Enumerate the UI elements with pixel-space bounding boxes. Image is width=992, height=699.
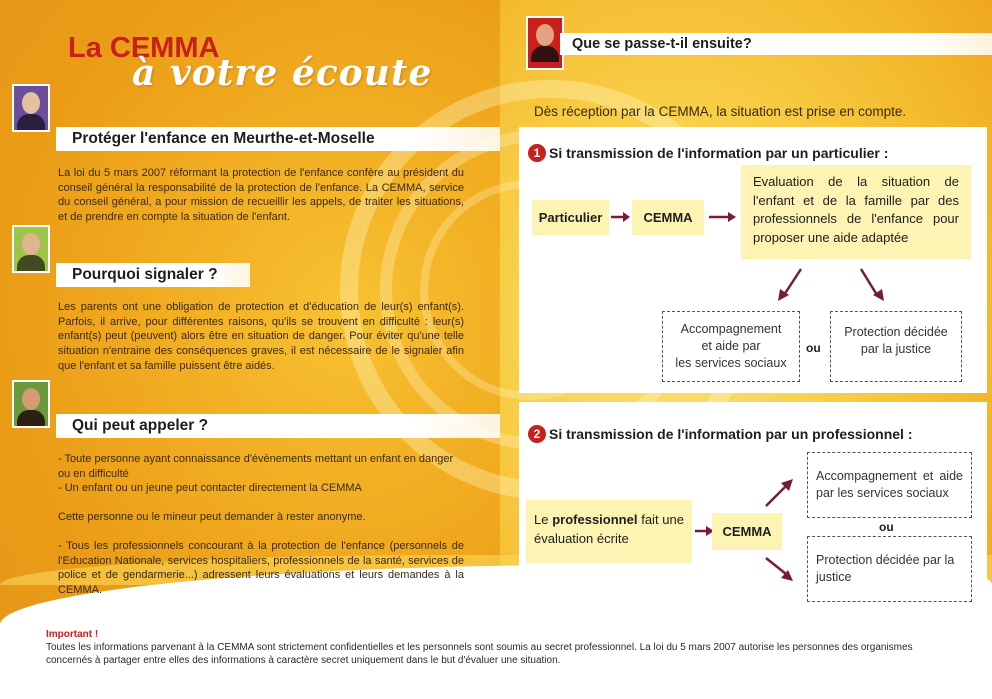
box-cemma: CEMMA bbox=[632, 200, 704, 235]
box-cemma-2: CEMMA bbox=[712, 513, 782, 550]
step-number-badge: 2 bbox=[528, 425, 546, 443]
outcome-justice-2: Protection décidée par la justice bbox=[807, 536, 972, 602]
section-heading-qui: Qui peut appeler ? bbox=[56, 414, 500, 438]
step-2-title bbox=[528, 425, 913, 443]
outcome-line: les services sociaux bbox=[675, 356, 787, 370]
title-line-2: à votre écoute bbox=[132, 52, 433, 94]
arrow-down-right-icon bbox=[762, 554, 796, 584]
arrow-down-right-icon bbox=[857, 265, 887, 305]
anonymous-note: Cette personne ou le mineur peut demander à rester anonyme. bbox=[58, 511, 366, 524]
arrow-down-left-icon bbox=[775, 265, 805, 305]
pro-suffix: fait une évaluation écrite bbox=[534, 512, 684, 546]
box-professionnel bbox=[526, 500, 692, 563]
arrow-icon bbox=[707, 207, 737, 227]
portrait-photo-man bbox=[526, 16, 564, 70]
pro-prefix: Le bbox=[534, 512, 553, 527]
outcome-line: par la justice bbox=[860, 342, 932, 356]
step-2-title-text: Si transmission de l'information par un professionnel : bbox=[549, 426, 913, 442]
arrow-icon bbox=[609, 207, 631, 227]
flow-panel-professionnel bbox=[519, 402, 987, 614]
portrait-photo-woman bbox=[12, 380, 50, 428]
step-1-title bbox=[528, 144, 888, 162]
section-heading-proteger: Protéger l'enfance en Meurthe-et-Moselle bbox=[56, 127, 500, 151]
box-evaluation: Evaluation de la situation de l'enfant et de la famille par des professionnels de l'enfance pour proposer une aide adaptée bbox=[741, 165, 971, 259]
step-number-badge: 1 bbox=[528, 144, 546, 162]
outcome-justice bbox=[830, 311, 962, 382]
outcome-line: Accompagnement bbox=[680, 322, 782, 336]
important-label: Important ! bbox=[46, 629, 99, 640]
section-heading-pourquoi: Pourquoi signaler ? bbox=[56, 263, 250, 287]
section-text-proteger: La loi du 5 mars 2007 réformant la protection de l'enfance confère au président du conseil général la responsabilité de la protection de l'enfance. La CEMMA, service du conseil général, a pour mission de recueillir les appels, de traiter les situations, et de prendre en compte la situation de l'enfant. bbox=[58, 167, 464, 224]
outcome-accompagnement bbox=[662, 311, 800, 382]
bullet-toute-personne: - Toute personne ayant connaissance d'évènements mettant un enfant en danger ou en difficulté bbox=[58, 453, 454, 480]
outcome-line: Protection décidée bbox=[844, 325, 948, 339]
arrow-up-right-icon bbox=[762, 476, 796, 510]
portrait-photo-boy bbox=[12, 225, 50, 273]
portrait-photo-girl bbox=[12, 84, 50, 132]
bullet-professionnels: - Tous les professionnels concourant à la protection de l'enfance (personnels de l'Education Nationale, services hospitaliers, professionnels de la santé, services de police et de gendarmerie...) adressent leurs évaluations et leurs demandes à la CEMMA. bbox=[58, 539, 464, 596]
step-1-title-text: Si transmission de l'information par un particulier : bbox=[549, 145, 889, 161]
title-line-1: La CEMMA bbox=[68, 32, 220, 64]
outcome-line: et aide par bbox=[701, 339, 761, 353]
intro-text: Dès réception par la CEMMA, la situation est prise en compte. bbox=[534, 104, 907, 119]
flow-panel-particulier bbox=[519, 127, 987, 393]
ou-connector-2: ou bbox=[879, 520, 894, 534]
outcome-accompagnement-2: Accompagnement et aide par les services sociaux bbox=[807, 452, 972, 518]
ou-connector: ou bbox=[806, 341, 821, 355]
important-text: Toutes les informations parvenant à la CEMMA sont strictement confidentielles et les personnels sont soumis au secret professionnel. La loi du 5 mars 2007 autorise les personnes des organismes concernés à partager entre elles des informations à caractère secret uniquement dans le but d'évaluer une situation. bbox=[46, 642, 913, 666]
section-text-qui bbox=[58, 452, 464, 598]
box-particulier: Particulier bbox=[532, 200, 609, 235]
section-heading-ensuite: Que se passe-t-il ensuite? bbox=[560, 33, 992, 55]
section-text-pourquoi: Les parents ont une obligation de protection et d'éducation de leur(s) enfant(s). Parfois, il arrive, pour différentes raisons, qu'ils se trouvent en difficulté : leur(s) enfant(s) peut (peuvent) alors être en situation de danger. Pour éviter qu'une telle situation n'entraine des conséquences graves, il est nécessaire de le signaler afin que l'enfant et sa famille puissent être aidés. bbox=[58, 301, 464, 372]
bullet-enfant: - Un enfant ou un jeune peut contacter directement la CEMMA bbox=[58, 482, 362, 495]
pro-bold: professionnel bbox=[552, 512, 638, 527]
